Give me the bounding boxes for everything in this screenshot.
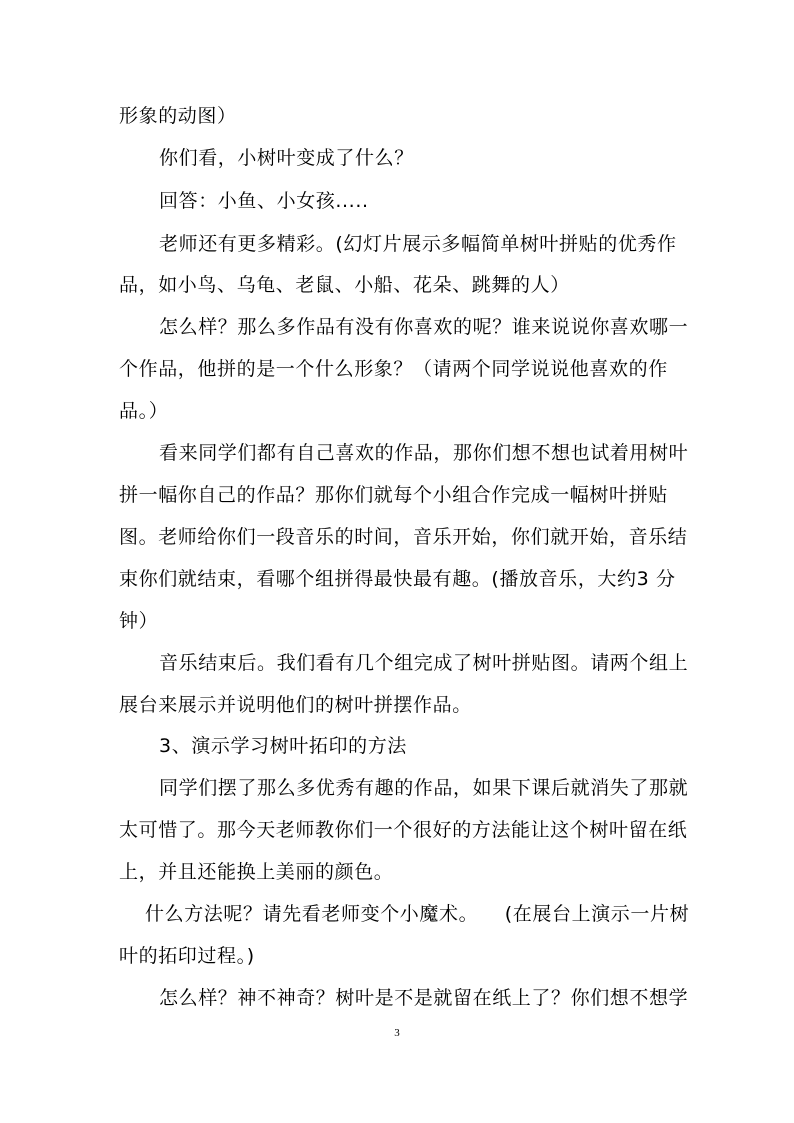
text-line: 品，如小鸟、乌龟、老鼠、小船、花朵、跳舞的人） — [119, 274, 570, 296]
text-line: 个作品，他拼的是一个什么形象？（请两个同学说说他喜欢的作 — [119, 358, 668, 380]
text-line: 怎么样？那么多作品有没有你喜欢的呢？谁来说说你喜欢哪一 — [159, 316, 689, 338]
text-line: 形象的动图） — [119, 105, 237, 127]
section-heading: 3、演示学习树叶拓印的方法 — [159, 735, 407, 757]
text-line: 音乐结束后。我们看有几个组完成了树叶拼贴图。请两个组上 — [159, 652, 689, 674]
text-line: 老师还有更多精彩。(幻灯片展示多幅简单树叶拼贴的优秀作 — [159, 233, 677, 255]
text-line: 展台来展示并说明他们的树叶拼摆作品。 — [119, 694, 472, 716]
text-line: 怎么样？神不神奇？树叶是不是就留在纸上了？你们想不想学 — [159, 987, 689, 1009]
text-line: 回答：小鱼、小女孩..... — [159, 190, 369, 212]
text-line: 品。） — [119, 400, 169, 422]
text-line: 什么方法呢？请先看老师变个小魔术。 (在展台上演示一片树 — [145, 903, 690, 925]
text-line: 拼一幅你自己的作品？那你们就每个小组合作完成一幅树叶拼贴 — [119, 484, 668, 506]
text-line: 上，并且还能换上美丽的颜色。 — [119, 861, 394, 883]
text-line: 叶的拓印过程。) — [119, 945, 255, 967]
text-line: 你们看，小树叶变成了什么？ — [159, 147, 414, 169]
text-line: 钟） — [119, 610, 159, 632]
text-line: 太可惜了。那今天老师教你们一个很好的方法能让这个树叶留在纸 — [119, 819, 688, 841]
text-line: 看来同学们都有自己喜欢的作品，那你们想不想也试着用树叶 — [159, 442, 689, 464]
page-number: 3 — [394, 1027, 400, 1039]
text-line: 同学们摆了那么多优秀有趣的作品，如果下课后就消失了那就 — [159, 777, 689, 799]
text-line: 图。老师给你们一段音乐的时间，音乐开始，你们就开始，音乐结 — [119, 526, 688, 548]
text-line: 束你们就结束，看哪个组拼得最快最有趣。(播放音乐，大约3 分 — [119, 568, 676, 590]
